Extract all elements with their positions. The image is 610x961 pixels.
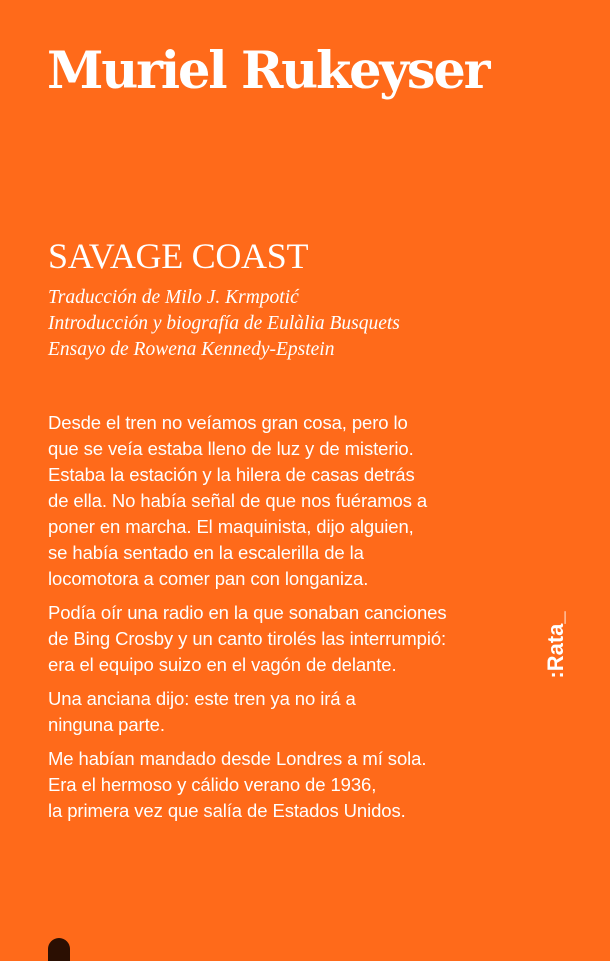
- publisher-name: :Rata_: [543, 611, 568, 679]
- publisher-logo: [544, 600, 568, 690]
- excerpt-paragraph: [48, 746, 493, 824]
- excerpt-line: era el equipo suizo en el vagón de delante.: [48, 654, 397, 675]
- introduction-credit: Introducción y biografía de Eulàlia Busquets: [48, 313, 400, 334]
- excerpt-paragraph: [48, 600, 493, 678]
- excerpt-paragraph: [48, 410, 493, 592]
- translator-credit: Traducción de Milo J. Krmpotić: [48, 287, 299, 308]
- excerpt-line: de Bing Crosby y un canto tirolés las interrumpió:: [48, 628, 447, 649]
- excerpt: [48, 410, 493, 824]
- excerpt-line: que se veía estaba lleno de luz y de misterio.: [48, 438, 414, 459]
- excerpt-line: Me habían mandado desde Londres a mí sola.: [48, 748, 427, 769]
- excerpt-line: ninguna parte.: [48, 714, 165, 735]
- excerpt-paragraph: [48, 686, 493, 738]
- excerpt-line: poner en marcha. El maquinista, dijo alguien,: [48, 516, 414, 537]
- excerpt-line: la primera vez que salía de Estados Unidos.: [48, 800, 406, 821]
- bookmark-tab: [48, 938, 70, 961]
- excerpt-line: Desde el tren no veíamos gran cosa, pero lo: [48, 412, 408, 433]
- excerpt-line: Podía oír una radio en la que sonaban canciones: [48, 602, 447, 623]
- excerpt-line: Estaba la estación y la hilera de casas detrás: [48, 464, 415, 485]
- excerpt-line: de ella. No había señal de que nos fuéramos a: [48, 490, 428, 511]
- author-name: Muriel Rukeyser: [47, 41, 489, 101]
- excerpt-line: Una anciana dijo: este tren ya no irá a: [48, 688, 356, 709]
- excerpt-line: Era el hermoso y cálido verano de 1936,: [48, 774, 377, 795]
- essay-credit: Ensayo de Rowena Kennedy-Epstein: [48, 339, 335, 360]
- excerpt-line: se había sentado en la escalerilla de la: [48, 542, 364, 563]
- excerpt-line: locomotora a comer pan con longaniza.: [48, 568, 369, 589]
- credits: [48, 285, 400, 363]
- book-title: SAVAGE COAST: [48, 236, 309, 276]
